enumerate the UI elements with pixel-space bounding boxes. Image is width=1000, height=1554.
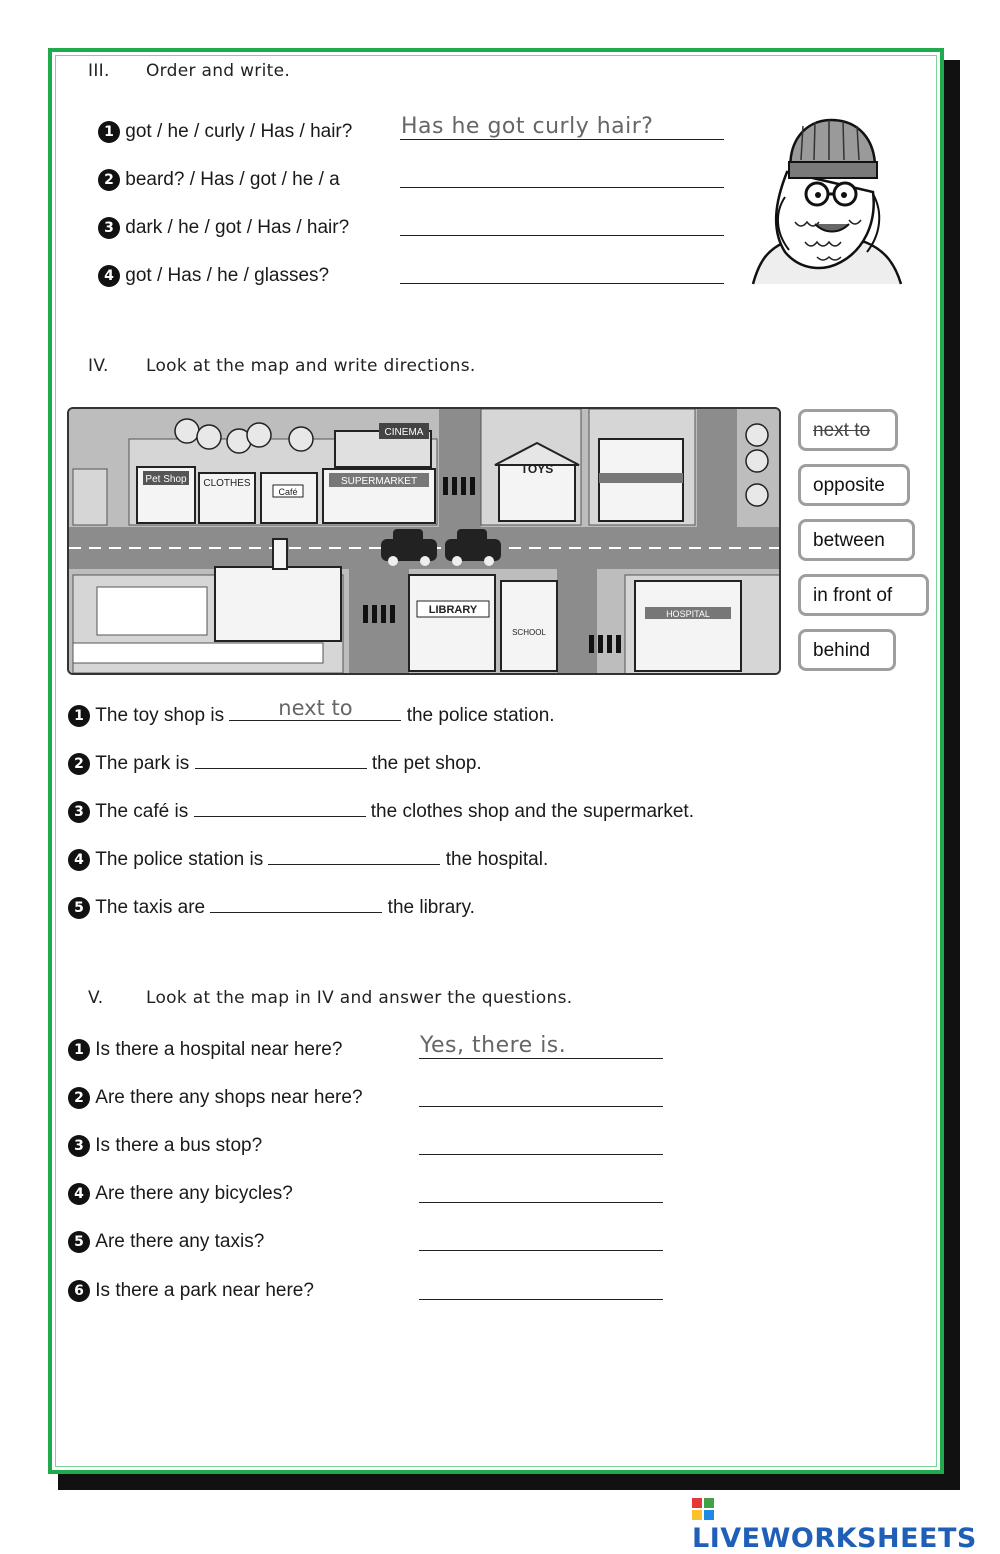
s3-item-2: 2 beard? / Has / got / he / a xyxy=(98,167,340,193)
map-label-pet-shop: Pet Shop xyxy=(145,474,187,485)
s5-item-4: 4 Are there any bicycles? xyxy=(68,1181,293,1207)
s3-answer-field-3[interactable] xyxy=(400,211,724,236)
s4-answer-field-3[interactable] xyxy=(194,798,366,817)
liveworksheets-logo[interactable]: LIVEWORKSHEETS xyxy=(692,1492,1000,1554)
s4-answer-field-1[interactable]: next to xyxy=(229,702,401,721)
s5-item-2: 2 Are there any shops near here? xyxy=(68,1085,363,1111)
town-map-drawing xyxy=(69,409,781,675)
s4-item-5: 5 The taxis are the library. xyxy=(68,894,475,920)
s3-item-4: 4 got / Has / he / glasses? xyxy=(98,263,329,289)
section5-heading: V. Look at the map in IV and answer the questions. xyxy=(88,988,573,1008)
word-between[interactable]: between xyxy=(798,519,915,561)
map-label-library: LIBRARY xyxy=(428,604,478,616)
s5-item-3: 3 Is there a bus stop? xyxy=(68,1133,262,1159)
s5-answer-field-2[interactable] xyxy=(419,1082,663,1107)
s5-item-5: 5 Are there any taxis? xyxy=(68,1229,264,1255)
s5-item-6: 6 Is there a park near here? xyxy=(68,1278,314,1304)
map-label-supermarket: SUPERMARKET xyxy=(340,476,418,487)
s3-item-3: 3 dark / he / got / Has / hair? xyxy=(98,215,349,241)
s4-answer-field-2[interactable] xyxy=(195,750,367,769)
map-label-cinema: CINEMA xyxy=(384,427,424,438)
s5-answer-1: Yes, there is. xyxy=(420,1033,567,1058)
map-label-school: SCHOOL xyxy=(512,628,546,637)
bearded-man-illustration xyxy=(745,112,910,290)
s5-answer-field-4[interactable] xyxy=(419,1178,663,1203)
s4-item-2: 2 The park is the pet shop. xyxy=(68,750,482,776)
word-in-front-of[interactable]: in front of xyxy=(798,574,929,616)
map-label-hospital: HOSPITAL xyxy=(666,609,710,619)
s4-answer-field-5[interactable] xyxy=(210,894,382,913)
s5-answer-field-3[interactable] xyxy=(419,1130,663,1155)
s5-item-1: 1 Is there a hospital near here? xyxy=(68,1037,342,1063)
s4-item-3: 3 The café is the clothes shop and the supermarket. xyxy=(68,798,694,824)
s3-answer-field-4[interactable] xyxy=(400,259,724,284)
word-opposite[interactable]: opposite xyxy=(798,464,910,506)
s3-answer-1: Has he got curly hair? xyxy=(401,114,654,139)
section3-heading: III. Order and write. xyxy=(88,61,291,81)
s5-answer-field-5[interactable] xyxy=(419,1226,663,1251)
s3-answer-field-2[interactable] xyxy=(400,163,724,188)
map-label-cafe: Café xyxy=(278,487,298,497)
map-label-clothes: CLOTHES xyxy=(203,478,251,489)
map-label-toys: TOYS xyxy=(520,462,554,476)
s4-item-1: 1 The toy shop is next to the police station. xyxy=(68,702,555,728)
s5-answer-field-6[interactable] xyxy=(419,1275,663,1300)
town-map xyxy=(67,407,781,675)
s4-answer-field-4[interactable] xyxy=(268,846,440,865)
section4-heading: IV. Look at the map and write directions. xyxy=(88,356,476,376)
s3-item-1: 1 got / he / curly / Has / hair? xyxy=(98,119,352,145)
s4-item-4: 4 The police station is the hospital. xyxy=(68,846,548,872)
word-behind[interactable]: behind xyxy=(798,629,896,671)
liveworksheets-logo-icon xyxy=(692,1498,714,1520)
word-next-to[interactable]: next to xyxy=(798,409,898,451)
